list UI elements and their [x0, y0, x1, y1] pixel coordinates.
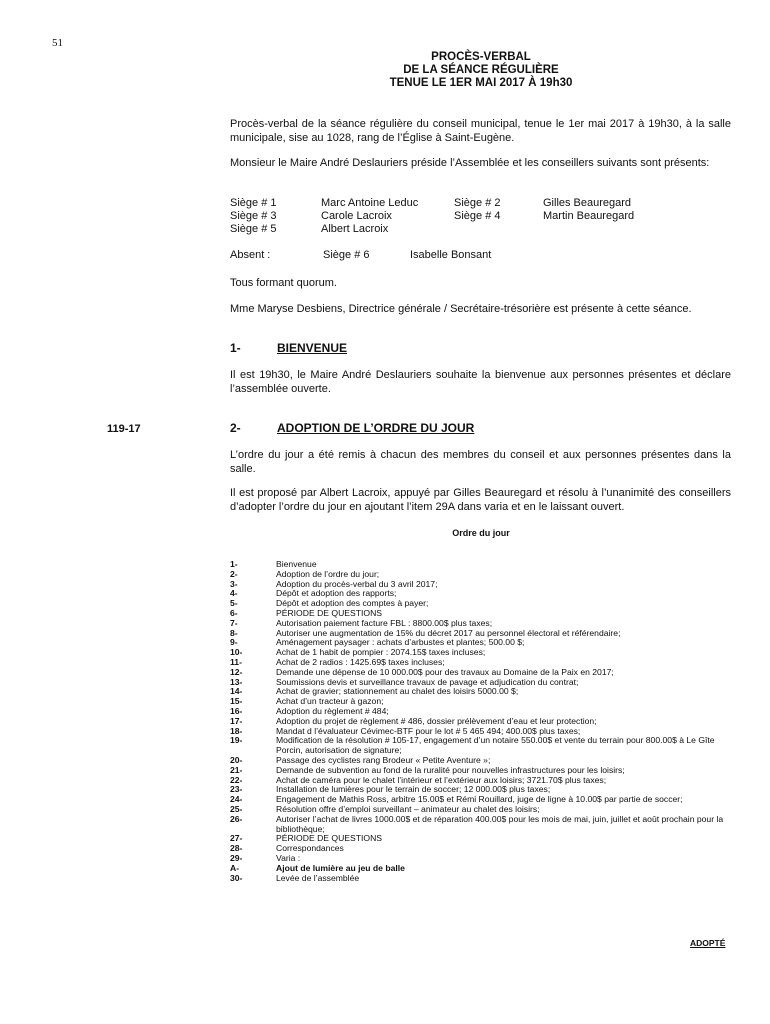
- agenda-item-text: Achat de 1 habit de pompier : 2074.15$ taxes incluses;: [276, 647, 486, 658]
- agenda-item-number: 9-: [230, 637, 238, 648]
- section-title: ADOPTION DE L’ORDRE DU JOUR: [277, 421, 475, 435]
- agenda-item-number: 6-: [230, 607, 238, 618]
- secretary-text: Mme Maryse Desbiens, Directrice générale / Secrétaire-trésorière est présente à cette séance.: [230, 303, 692, 315]
- agenda-item-text: Demande une dépense de 10 000.00$ pour des travaux au Domaine de la Paix en 2017;: [276, 666, 614, 677]
- section-heading-welcome: [230, 341, 732, 357]
- agenda-item-number: 16-: [230, 705, 243, 716]
- resolution-text: Il est proposé par Albert Lacroix, appuyé par Gilles Beauregard et résolu à l’unanimité des conseillers d’adopter l’ordre du jour en ajoutant l’item 29A dans varia et en le laissant ouvert.: [230, 487, 731, 513]
- agenda-item-number: 12-: [230, 666, 243, 677]
- agenda-item-text: Engagement de Mathis Ross, arbitre 15.00$ et Rémi Rouillard, juge de ligne à 10.00$ par partie de soccer;: [276, 794, 683, 805]
- adopted-mark: ADOPTÉ: [690, 938, 726, 948]
- agenda-item-number: 7-: [230, 617, 238, 628]
- seat-label: Siège # 4: [454, 210, 501, 222]
- agenda-item-text: Mandat d l’évaluateur Cévimec-BTF pour le lot # 5 465 494; 400.00$ plus taxes;: [276, 725, 581, 736]
- agenda-distribution-text: L’ordre du jour a été remis à chacun des membres du conseil et aux personnes présentes dans la salle.: [230, 449, 731, 475]
- agenda-item-number: 18-: [230, 725, 243, 736]
- agenda-item-number: 25-: [230, 803, 243, 814]
- intro-paragraph: Procès-verbal de la séance régulière du conseil municipal, tenue le 1er mai 2017 à 19h30, à la salle municipale, sise au 1028, rang de l’Église à Saint-Eugène.: [230, 118, 731, 144]
- member-name: Marc Antoine Leduc: [321, 197, 419, 209]
- agenda-item: [230, 736, 732, 756]
- agenda-item-number: 29-: [230, 852, 243, 863]
- agenda-item-text: Autoriser l’achat de livres 1000.00$ et de réparation 400.00$ pour les mois de mai, juin, juillet et août prochain pour la bibliothèque;: [276, 813, 724, 834]
- agenda-item-number: 19-: [230, 735, 243, 746]
- agenda-item: [230, 844, 732, 854]
- agenda-item-number: 20-: [230, 754, 243, 765]
- agenda-item-text: Demande de subvention au fond de la ruralité pour nouvelles infrastructures pour les loisirs;: [276, 764, 625, 775]
- agenda-item-number: 24-: [230, 794, 243, 805]
- section-title: BIENVENUE: [277, 341, 348, 355]
- agenda-item-number: 23-: [230, 784, 243, 795]
- agenda-item-text: Achat de gravier; stationnement au chalet des loisirs 5000.00 $;: [276, 686, 519, 697]
- agenda-item-number: 15-: [230, 696, 243, 707]
- section-heading-agenda: [230, 421, 732, 437]
- agenda-item-number: 22-: [230, 774, 243, 785]
- welcome-text: Il est 19h30, le Maire André Deslauriers souhaite la bienvenue aux personnes présentes et déclare l’assemblée ouverte.: [230, 369, 731, 395]
- agenda-item-text: Adoption du règlement # 484;: [276, 705, 389, 716]
- agenda-item-number: 27-: [230, 833, 243, 844]
- agenda-item-number: 1-: [230, 559, 238, 569]
- agenda-item-text: Autorisation paiement facture FBL : 8800.00$ plus taxes;: [276, 617, 493, 628]
- agenda-item-number: 3-: [230, 578, 238, 589]
- section-number: 1-: [230, 341, 241, 355]
- page-number: 51: [52, 37, 63, 49]
- agenda-item-number: 10-: [230, 647, 243, 658]
- agenda-item-number: 26-: [230, 813, 243, 824]
- agenda-item-text: Varia :: [276, 852, 301, 863]
- agenda-item-number: 21-: [230, 764, 243, 775]
- agenda-list: [230, 560, 732, 883]
- agenda-item-text: PÉRIODE DE QUESTIONS: [276, 833, 383, 844]
- section-number: 2-: [230, 421, 241, 435]
- council-present-paragraph: Monsieur le Maire André Deslauriers préside l’Assemblée et les conseillers suivants sont présents:: [230, 157, 710, 169]
- agenda-item-text: Achat d’un tracteur à gazon;: [276, 696, 384, 707]
- seat-label: Siège # 1: [230, 197, 277, 209]
- member-name: Albert Lacroix: [321, 223, 389, 235]
- agenda-item: [230, 874, 732, 884]
- agenda-item-text: Aménagement paysager : achats d’arbustes et plantes; 500.00 $;: [276, 637, 525, 648]
- agenda-item-text: Achat de caméra pour le chalet l’intérieur et l’extérieur aux loisirs; 3721.70$ plus taxes;: [276, 774, 607, 785]
- agenda-item-number: 28-: [230, 843, 243, 854]
- agenda-subitem-letter: A-: [230, 862, 240, 873]
- document-title: [230, 51, 732, 90]
- agenda-item-text: Autoriser une augmentation de 15% du décret 2017 au personnel électoral et référendaire;: [276, 627, 621, 638]
- agenda-item-number: 13-: [230, 676, 243, 687]
- agenda-item-text: Correspondances: [276, 843, 344, 854]
- agenda-item-number: 4-: [230, 588, 238, 599]
- agenda-heading: Ordre du jour: [452, 528, 510, 538]
- agenda-item-number: 5-: [230, 598, 238, 609]
- agenda-item-text: Bienvenue: [276, 559, 317, 569]
- agenda-item-text: Dépôt et adoption des comptes à payer;: [276, 598, 429, 609]
- title-line-3: TENUE LE 1ER MAI 2017 À 19h30: [389, 77, 573, 89]
- member-name: Gilles Beauregard: [543, 197, 632, 209]
- quorum-text: Tous formant quorum.: [230, 277, 337, 289]
- absent-label: Absent :: [230, 249, 271, 261]
- agenda-item-text: Levée de l’assemblée: [276, 872, 360, 883]
- absent-name: Isabelle Bonsant: [410, 249, 492, 261]
- agenda-item-text: Résolution offre d’emploi surveillant – animateur au chalet des loisirs;: [276, 803, 540, 814]
- agenda-item-text: Achat de 2 radios : 1425.69$ taxes incluses;: [276, 656, 445, 667]
- agenda-item-text: Modification de la résolution # 105-17, engagement d’un notaire 550.00$ et vente du terrain pour 800.00$ à Le Gîte Porcin, autorisation de signature;: [276, 735, 715, 756]
- agenda-item-number: 17-: [230, 715, 243, 726]
- member-name: Martin Beauregard: [543, 210, 635, 222]
- member-name: Carole Lacroix: [321, 210, 392, 222]
- agenda-item-text: Soumissions devis et surveillance travaux de pavage et adjudication du contrat;: [276, 676, 579, 687]
- title-line-1: PROCÈS-VERBAL: [431, 51, 531, 63]
- agenda-item-number: 14-: [230, 686, 243, 697]
- seat-label: Siège # 5: [230, 223, 277, 235]
- agenda-item-number: 30-: [230, 872, 243, 883]
- resolution-number: 119-17: [107, 423, 141, 435]
- seat-label: Siège # 3: [230, 210, 277, 222]
- absent-seat: Siège # 6: [323, 249, 370, 261]
- agenda-item-text: Adoption de l’ordre du jour;: [276, 568, 380, 579]
- agenda-item-text: Dépôt et adoption des rapports;: [276, 588, 397, 599]
- seat-label: Siège # 2: [454, 197, 501, 209]
- agenda-item-text: Adoption du procès-verbal du 3 avril 2017;: [276, 578, 438, 589]
- agenda-item-number: 2-: [230, 568, 238, 579]
- agenda-item-text: Passage des cyclistes rang Brodeur « Petite Aventure »;: [276, 754, 491, 765]
- agenda-item-text: Installation de lumières pour le terrain de soccer; 12 000.00$ plus taxes;: [276, 784, 551, 795]
- agenda-item-number: 11-: [230, 656, 242, 667]
- agenda-item-text: PÉRIODE DE QUESTIONS: [276, 607, 383, 618]
- agenda-item-text: Adoption du projet de règlement # 486, dossier prélèvement d’eau et leur protection;: [276, 715, 597, 726]
- title-line-2: DE LA SÉANCE RÉGULIÈRE: [403, 64, 559, 76]
- agenda-item-number: 8-: [230, 627, 238, 638]
- agenda-item: [230, 815, 732, 835]
- agenda-subitem-text: Ajout de lumière au jeu de balle: [276, 862, 405, 873]
